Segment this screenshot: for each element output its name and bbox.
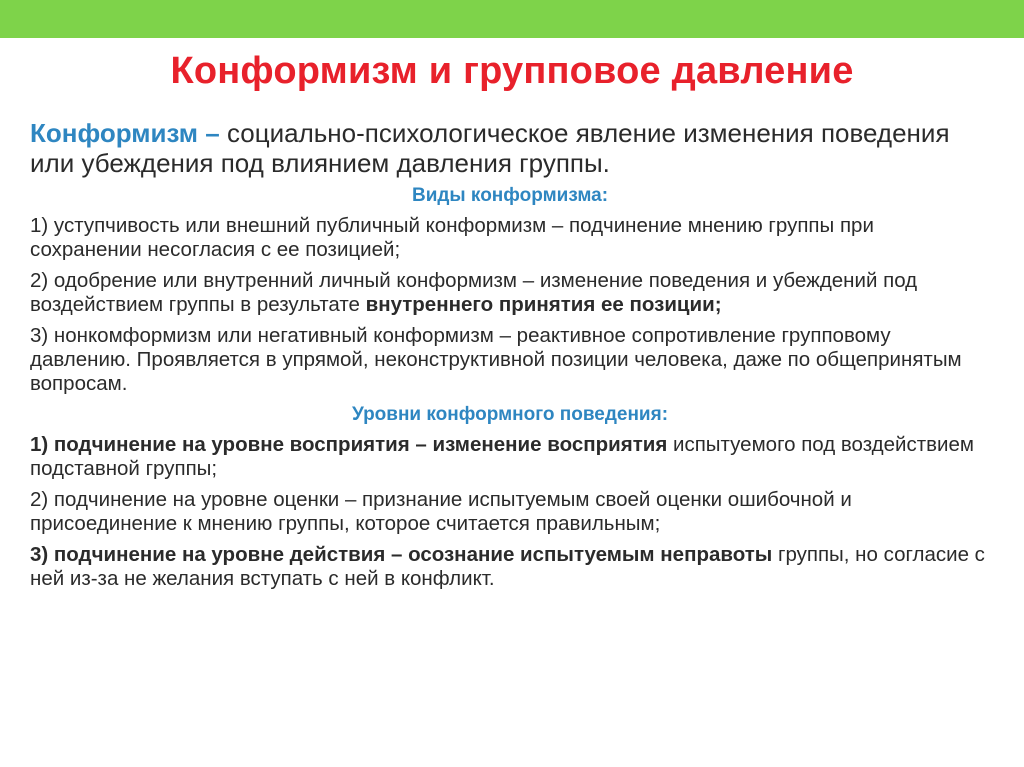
definition-term: Конформизм [30, 118, 199, 148]
level-item-1 [30, 433, 990, 481]
type-item-1 [30, 214, 990, 262]
definition-paragraph [30, 118, 990, 178]
types-heading: Виды конформизма: [411, 185, 609, 206]
level-item-3 [30, 543, 990, 591]
level-item-1-bold: 1) подчинение на уровне восприятия – изменение восприятия [30, 433, 668, 456]
type-item-2-text: 2) одобрение или внутренний личный конформизм – изменение поведения и убеждений под воздействием группы в результате [30, 269, 918, 316]
level-item-2-text: 2) подчинение на уровне оценки – признание испытуемым своей оценки ошибочной и присоединение к мнению группы, которое считается правильным; [30, 488, 852, 535]
definition-text: социально-психологическое явление изменения поведения или убеждения под влиянием давления группы. [30, 118, 950, 178]
definition-dash: – [198, 118, 227, 148]
level-item-1-text: испытуемого под воздействием подставной группы; [30, 433, 974, 480]
level-item-3-text: группы, но согласие с ней из-за не желания вступать с ней в конфликт. [30, 543, 985, 590]
type-item-3 [30, 324, 990, 396]
top-accent-bar [0, 0, 1024, 38]
type-item-2 [30, 269, 990, 317]
levels-heading: Уровни конформного поведения: [351, 404, 669, 425]
level-item-3-bold: 3) подчинение на уровне действия – осознание испытуемым неправоты [30, 543, 773, 566]
type-item-3-text: 3) нонкомформизм или негативный конформизм – реактивное сопротивление групповому давлению. Проявляется в упрямой, неконструктивной позиции человека, даже по общепринятым вопросам. [30, 324, 962, 395]
level-item-2 [30, 488, 990, 536]
type-item-1-text: 1) уступчивость или внешний публичный конформизм – подчинение мнению группы при сохранении несогласия с ее позицией; [30, 214, 874, 261]
slide-content [30, 118, 990, 598]
type-item-2-bold: внутреннего принятия ее позиции; [365, 293, 722, 316]
slide-title: Конформизм и групповое давление [170, 50, 854, 92]
